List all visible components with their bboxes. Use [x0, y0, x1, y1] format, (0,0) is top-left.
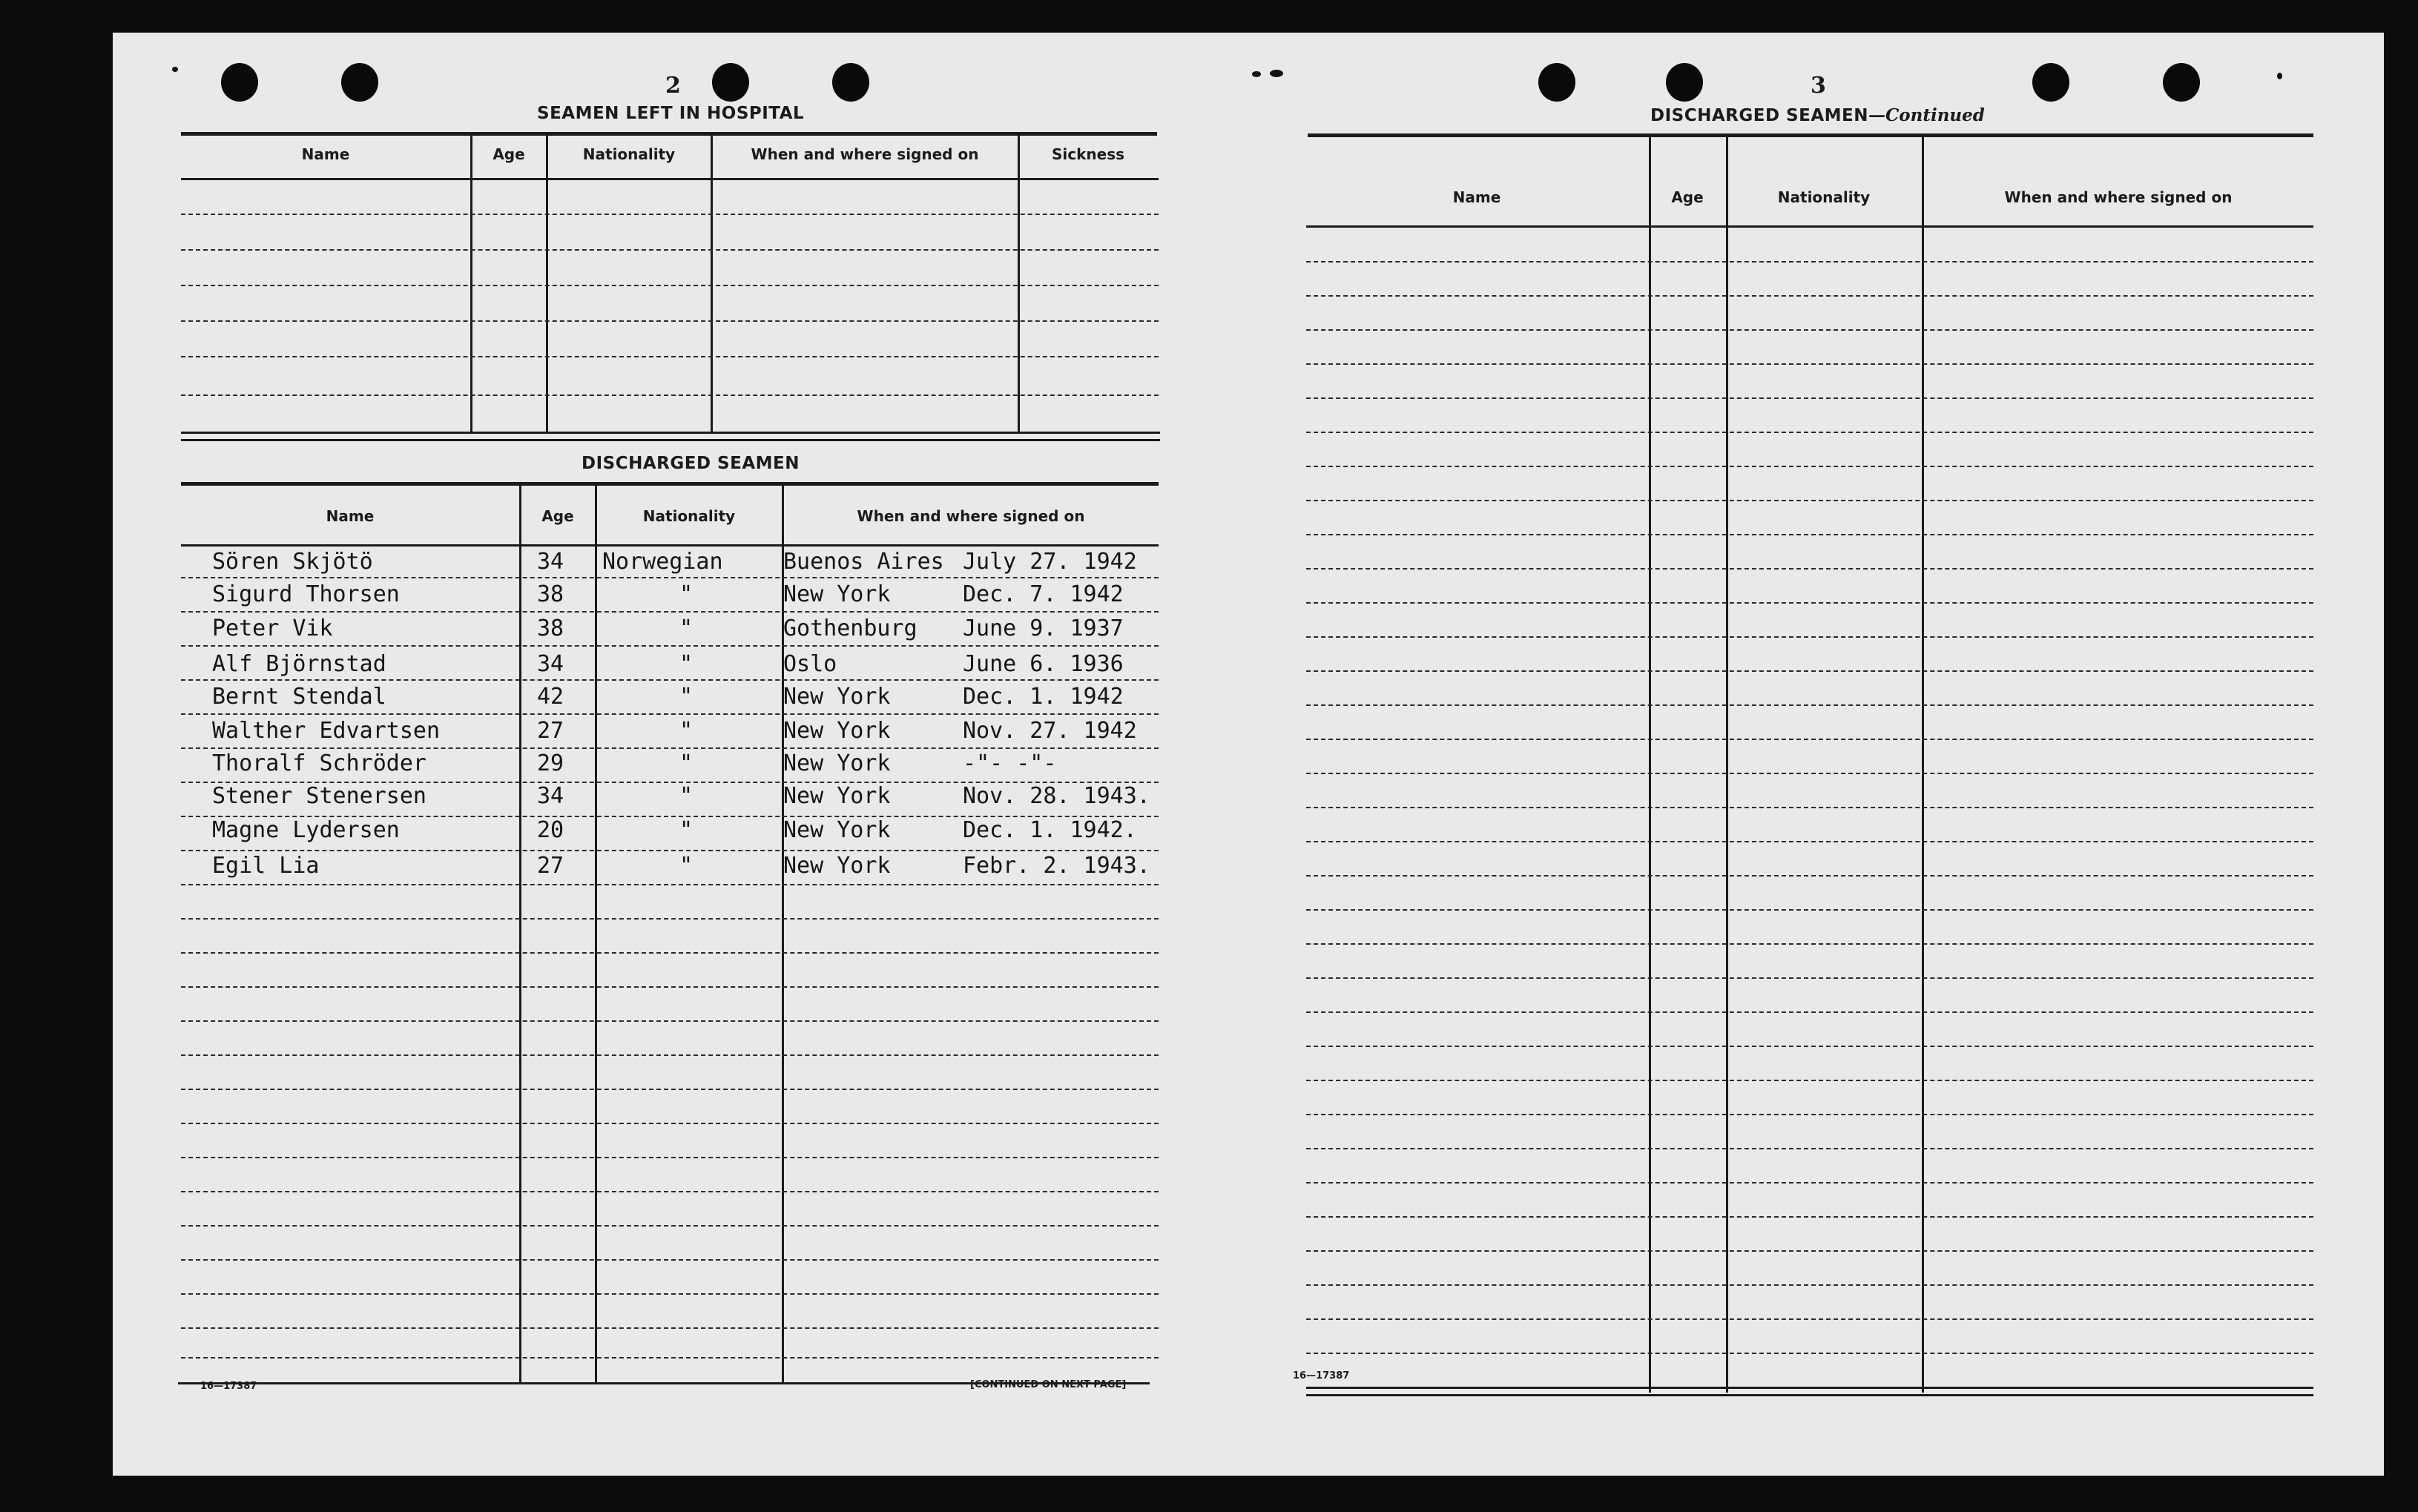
signed-on-place-cell: New York [783, 684, 891, 710]
ruled-line [1306, 432, 2313, 433]
table-top-rule [181, 132, 1157, 136]
ruled-line [1306, 1046, 2313, 1047]
column-header-name: Name [301, 145, 350, 163]
section-title [1650, 105, 1985, 125]
table-bottom-rule [1306, 1394, 2313, 1396]
ruled-line [1306, 1011, 2313, 1013]
signed-on-place-cell: Buenos Aires [783, 549, 944, 575]
column-header-signed-on: When and where signed on [857, 507, 1085, 525]
ruled-line [181, 1293, 1159, 1295]
table-row [181, 782, 1159, 811]
name-cell: Sören Skjötö [212, 549, 373, 575]
column-divider [1018, 133, 1020, 433]
ruled-line [1306, 1182, 2313, 1183]
table-row [181, 716, 1159, 746]
signed-on-date-cell: Nov. 28. 1943. [963, 783, 1150, 809]
signed-on-place-cell: New York [783, 783, 891, 809]
signed-on-date-cell: July 27. 1942 [963, 549, 1137, 575]
ruled-line [181, 1327, 1159, 1329]
table-row [181, 650, 1159, 679]
age-cell: 27 [537, 718, 564, 744]
discharged-section [181, 454, 1160, 1418]
ruled-line [181, 249, 1159, 251]
name-cell: Egil Lia [212, 853, 320, 879]
column-header-nationality: Nationality [642, 507, 736, 525]
column-header-age: Age [493, 145, 525, 163]
ruled-line [181, 394, 1159, 396]
ruled-line [181, 1089, 1159, 1090]
signed-on-place-cell: New York [783, 581, 891, 607]
table-bottom-rule [181, 439, 1160, 441]
age-cell: 38 [537, 615, 564, 641]
table-row [181, 749, 1159, 779]
signed-on-place-cell: New York [783, 853, 891, 879]
ruled-line [181, 918, 1159, 920]
age-cell: 42 [537, 684, 564, 710]
ruled-line [1306, 261, 2313, 263]
ruled-line [181, 1191, 1159, 1192]
ruled-line [1306, 841, 2313, 842]
name-cell: Alf Björnstad [212, 651, 386, 677]
name-cell: Peter Vik [212, 615, 333, 641]
ruled-line [181, 285, 1159, 286]
ruled-line [1306, 466, 2313, 467]
ruled-line [1306, 397, 2313, 399]
name-cell: Magne Lydersen [212, 817, 400, 843]
nationality-cell: " [679, 615, 694, 641]
ruled-lines [1306, 131, 2313, 1406]
section-title: DISCHARGED SEAMEN [582, 454, 800, 473]
ruled-line [181, 320, 1159, 322]
signed-on-date-cell: Dec. 1. 1942. [963, 817, 1137, 843]
ruled-line [1306, 704, 2313, 706]
nationality-cell: Norwegian [602, 549, 723, 575]
signed-on-date-cell: Febr. 2. 1943. [963, 853, 1150, 879]
table-bottom-rule [1306, 1387, 2313, 1389]
ruled-line [181, 214, 1159, 215]
age-cell: 20 [537, 817, 564, 843]
page-number: 3 [1811, 73, 1826, 99]
ruled-line [1306, 807, 2313, 808]
ruled-line [181, 1157, 1159, 1158]
nationality-cell: " [679, 750, 694, 776]
signed-on-place-cell: New York [783, 817, 891, 843]
table-body [181, 547, 1159, 896]
ruled-line [181, 986, 1159, 988]
ruled-line [181, 952, 1159, 954]
form-number: 16—17387 [1293, 1370, 1350, 1381]
discharged-continued-table [1306, 131, 2315, 1406]
section-title-suffix: —Continued [1868, 105, 1985, 125]
age-cell: 38 [537, 581, 564, 607]
nationality-cell: " [679, 684, 694, 710]
signed-on-place-cell: New York [783, 718, 891, 744]
ruled-line [1306, 1080, 2313, 1081]
signed-on-place-cell: Oslo [783, 651, 837, 677]
signed-on-date-cell: June 6. 1936 [963, 651, 1124, 677]
ruled-line [181, 1123, 1159, 1124]
ruled-line [1306, 875, 2313, 877]
column-header-nationality: Nationality [582, 145, 676, 163]
signed-on-date-cell: June 9. 1937 [963, 615, 1124, 641]
column-header-name: Name [1452, 188, 1501, 206]
signed-on-date-cell: Dec. 1. 1942 [963, 684, 1124, 710]
table-row [181, 580, 1159, 610]
table-row [181, 816, 1159, 845]
ruled-line [1306, 534, 2313, 535]
ruled-line [1306, 1353, 2313, 1354]
column-header-age: Age [1671, 188, 1704, 206]
ruled-line [1306, 329, 2313, 331]
column-header-age: Age [541, 507, 574, 525]
column-divider [546, 133, 548, 433]
ruled-line [1306, 1318, 2313, 1320]
age-cell: 34 [537, 549, 564, 575]
name-cell: Thoralf Schröder [212, 750, 426, 776]
ruled-line [1306, 977, 2313, 979]
nationality-cell: " [679, 817, 694, 843]
right-page [1248, 33, 2384, 1476]
ruled-line [1306, 1114, 2313, 1115]
ruled-line [181, 1020, 1159, 1022]
ruled-line [1306, 773, 2313, 774]
document-sheet [113, 33, 2384, 1476]
nationality-cell: " [679, 718, 694, 744]
ruled-line [181, 1054, 1159, 1056]
column-header-signed-on: When and where signed on [751, 145, 979, 163]
column-header-name: Name [326, 507, 375, 525]
ruled-line [1306, 602, 2313, 604]
nationality-cell: " [679, 783, 694, 809]
table-row [181, 547, 1159, 577]
table-row [181, 614, 1159, 644]
ruled-line [1306, 909, 2313, 911]
ruled-line [1306, 363, 2313, 365]
name-cell: Stener Stenersen [212, 783, 426, 809]
ruled-line [1306, 739, 2313, 740]
ruled-line [1306, 1250, 2313, 1252]
ruled-line [181, 1259, 1159, 1261]
ruled-line [181, 356, 1159, 357]
hospital-section [181, 104, 1160, 445]
column-header-signed-on: When and where signed on [2004, 188, 2233, 206]
form-number: 16—17387 [200, 1381, 257, 1392]
nationality-cell: " [679, 853, 694, 879]
ruled-line [1306, 568, 2313, 570]
ruled-line [1306, 943, 2313, 945]
ruled-line [1306, 670, 2313, 672]
ruled-line [1306, 500, 2313, 501]
signed-on-date-cell: -"- -"- [963, 750, 1057, 776]
age-cell: 34 [537, 783, 564, 809]
ruled-line [1306, 636, 2313, 638]
nationality-cell: " [679, 581, 694, 607]
column-header-sickness: Sickness [1051, 145, 1125, 163]
age-cell: 29 [537, 750, 564, 776]
age-cell: 27 [537, 853, 564, 879]
section-title: SEAMEN LEFT IN HOSPITAL [537, 104, 805, 123]
name-cell: Walther Edvartsen [212, 718, 441, 744]
continued-note: [CONTINUED ON NEXT PAGE] [970, 1379, 1127, 1390]
ruled-line [181, 1357, 1159, 1359]
table-bottom-rule [181, 432, 1160, 434]
age-cell: 34 [537, 651, 564, 677]
ruled-line [1306, 295, 2313, 297]
page-number: 2 [665, 73, 681, 99]
table-row [181, 851, 1159, 881]
left-page [113, 33, 1248, 1476]
nationality-cell: " [679, 651, 694, 677]
ruled-line [1306, 1284, 2313, 1286]
section-title-main: DISCHARGED SEAMEN [1650, 106, 1868, 125]
ruled-line [181, 1225, 1159, 1227]
header-rule [181, 178, 1159, 180]
signed-on-place-cell: Gothenburg [783, 615, 918, 641]
column-divider [470, 133, 472, 433]
column-header-nationality: Nationality [1777, 188, 1871, 206]
signed-on-date-cell: Nov. 27. 1942 [963, 718, 1137, 744]
column-divider [711, 133, 713, 433]
ruled-line [1306, 1216, 2313, 1218]
signed-on-place-cell: New York [783, 750, 891, 776]
name-cell: Sigurd Thorsen [212, 581, 400, 607]
table-row [181, 682, 1159, 712]
ruled-line [1306, 1148, 2313, 1149]
signed-on-date-cell: Dec. 7. 1942 [963, 581, 1124, 607]
name-cell: Bernt Stendal [212, 684, 386, 710]
